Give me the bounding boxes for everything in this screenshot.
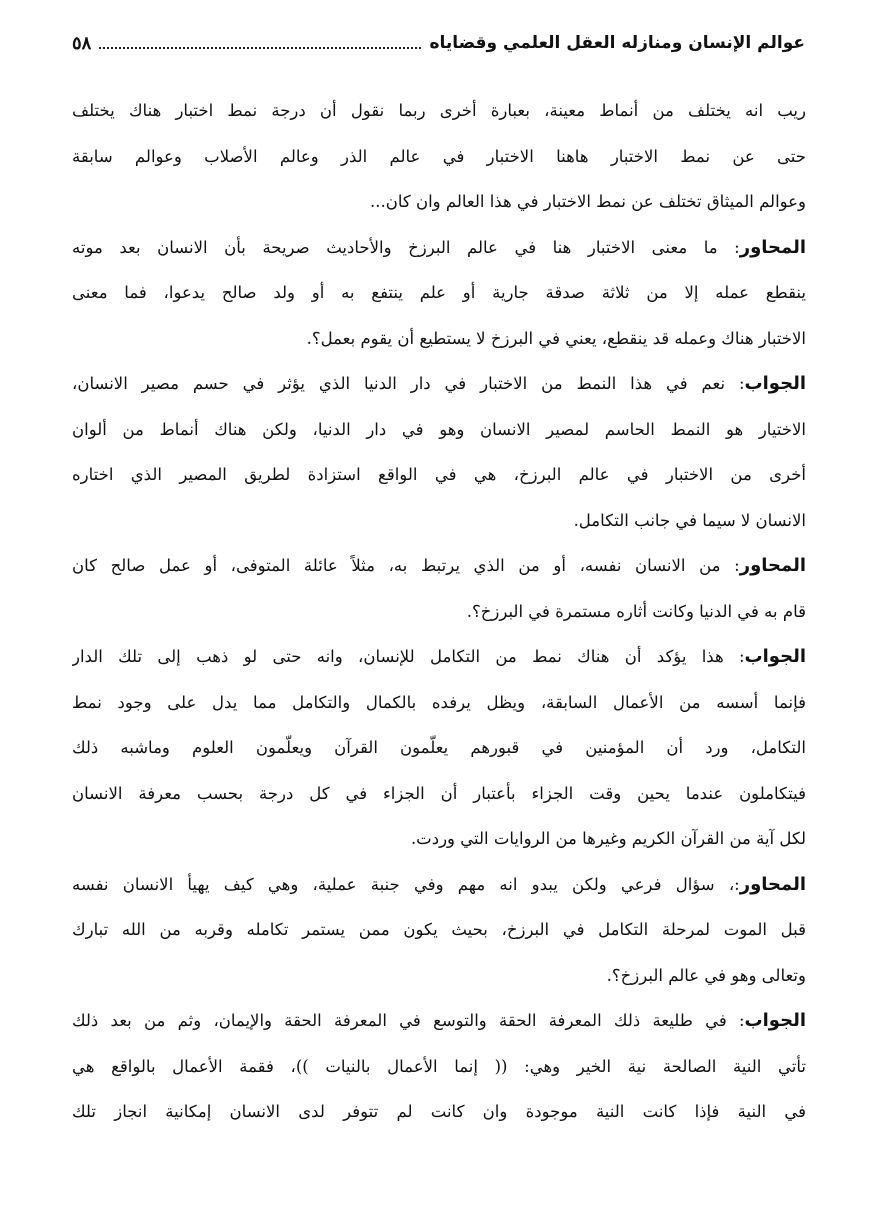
text-line (72, 179, 806, 225)
text-line (72, 225, 806, 271)
text-line (72, 88, 806, 134)
text-line (72, 953, 806, 999)
line-text: الاختبار هناك وعمله قد ينقطع، يعني في البرزخ لا يستطيع أن يقوم بعمل؟. (306, 328, 806, 348)
text-line (72, 134, 806, 180)
speaker-label: الجواب (744, 646, 806, 667)
text-line (72, 998, 806, 1044)
line-text: الاختيار هو النمط الحاسم لمصير الانسان وهو في دار الدنيا، ولكن هناك أنماط من ألوان (72, 419, 806, 439)
text-line (72, 634, 806, 680)
line-text: : نعم في هذا النمط من الاختبار في دار الدنيا الذي يؤثر في حسم مصير الانسان، (72, 374, 745, 393)
line-text: وعوالم الميثاق تختلف عن نمط الاختبار في هذا العالم وان كان... (369, 192, 806, 211)
running-title: عوالم الإنسان ومنازله العقل العلمي وقضاياه (429, 33, 805, 53)
line-text: الانسان لا سيما في جانب التكامل. (573, 510, 806, 530)
line-text: حتى عن نمط الاختبار هاهنا الاختبار في عالم الذر وعالم الأصلاب وعوالم سابقة (72, 146, 806, 166)
speaker-label: المحاور (739, 873, 806, 895)
text-line (72, 1044, 806, 1090)
line-text: التكامل، ورد أن المؤمنين في قبورهم يعلّمون القرآن ويعلّمون العلوم وماشبه ذلك (72, 738, 806, 757)
line-text: لكل آية من القرآن الكريم وغيرها من الروايات التي وردت. (410, 829, 806, 848)
speaker-label: الجواب (744, 1010, 806, 1031)
line-text: ريب انه يختلف من أنماط معينة، بعبارة أخرى ربما نقول أن درجة نمط اختبار هناك يختلف (72, 101, 806, 120)
text-line (72, 543, 806, 589)
line-text: أخرى من الاختبار في عالم البرزخ، هي في الواقع استزادة لطريق المصير الذي اختاره (72, 465, 806, 484)
line-text: :، سؤال فرعي ولكن يبدو انه مهم وفي جنبة عملية، وهي كيف يهيأ الانسان نفسه (72, 874, 740, 894)
text-line (72, 680, 806, 726)
text-line (72, 771, 806, 817)
line-text: : ما معنى الاختبار هنا في عالم البرزخ والأحاديث صريحة بأن الانسان بعد موته (72, 237, 740, 257)
text-line (72, 589, 806, 635)
line-text: فيتكاملون عندما يحين وقت الجزاء بأعتبار أن الجزاء في كل درجة بحسب معرفة الانسان (72, 783, 806, 803)
speaker-label: الجواب (744, 373, 806, 394)
text-line (72, 862, 806, 908)
running-header (72, 28, 805, 58)
page-number: ٥٨ (72, 32, 92, 54)
line-text: في النية فإذا كانت النية موجودة وان كانت لم تتوفر لدى الانسان إمكانية انجاز تلك (72, 1102, 806, 1121)
text-line (72, 907, 806, 953)
text-line (72, 452, 806, 498)
line-text: : من الانسان نفسه، أو من الذي يرتبط به، مثلاً عائلة المتوفى، أو عمل صالح كان (72, 556, 740, 575)
body-text (72, 88, 806, 1135)
line-text: ينقطع عمله إلا من ثلاثة صدقة جارية أو علم ينتفع به أو ولد صالح يدعوا، فما معنى (72, 283, 806, 302)
line-text: فإنما أسسه من الأعمال السابقة، ويظل يرفده بالكمال والتكامل مما يدل على وجود نمط (72, 692, 806, 712)
text-line (72, 407, 806, 453)
text-line (72, 1089, 806, 1135)
text-line (72, 316, 806, 362)
text-line (72, 361, 806, 407)
text-line (72, 270, 806, 316)
line-text: قام به في الدنيا وكانت أثاره مستمرة في البرزخ؟. (466, 601, 806, 621)
text-line (72, 725, 806, 771)
line-text: وتعالى وهو في عالم البرزخ؟. (606, 965, 806, 985)
line-text: تأتي النية الصالحة نية الخير وهي: (( إنما الأعمال بالنيات ))، فقمة الأعمال بالواقع هي (72, 1056, 806, 1076)
text-line (72, 816, 806, 862)
speaker-label: المحاور (739, 555, 806, 576)
speaker-label: المحاور (739, 236, 806, 258)
line-text: قبل الموت لمرحلة التكامل في البرزخ، بحيث يكون ممن يستمر تكامله وقربه من الله تبارك (72, 920, 806, 939)
text-line (72, 498, 806, 544)
line-text: : هذا يؤكد أن هناك نمط من التكامل للإنسان، وانه حتى لو ذهب إلى تلك الدار (72, 647, 745, 666)
header-dot-leader (99, 47, 421, 49)
line-text: : في طليعة ذلك المعرفة الحقة والتوسع في المعرفة الحقة والإيمان، وثم من بعد ذلك (72, 1011, 745, 1030)
